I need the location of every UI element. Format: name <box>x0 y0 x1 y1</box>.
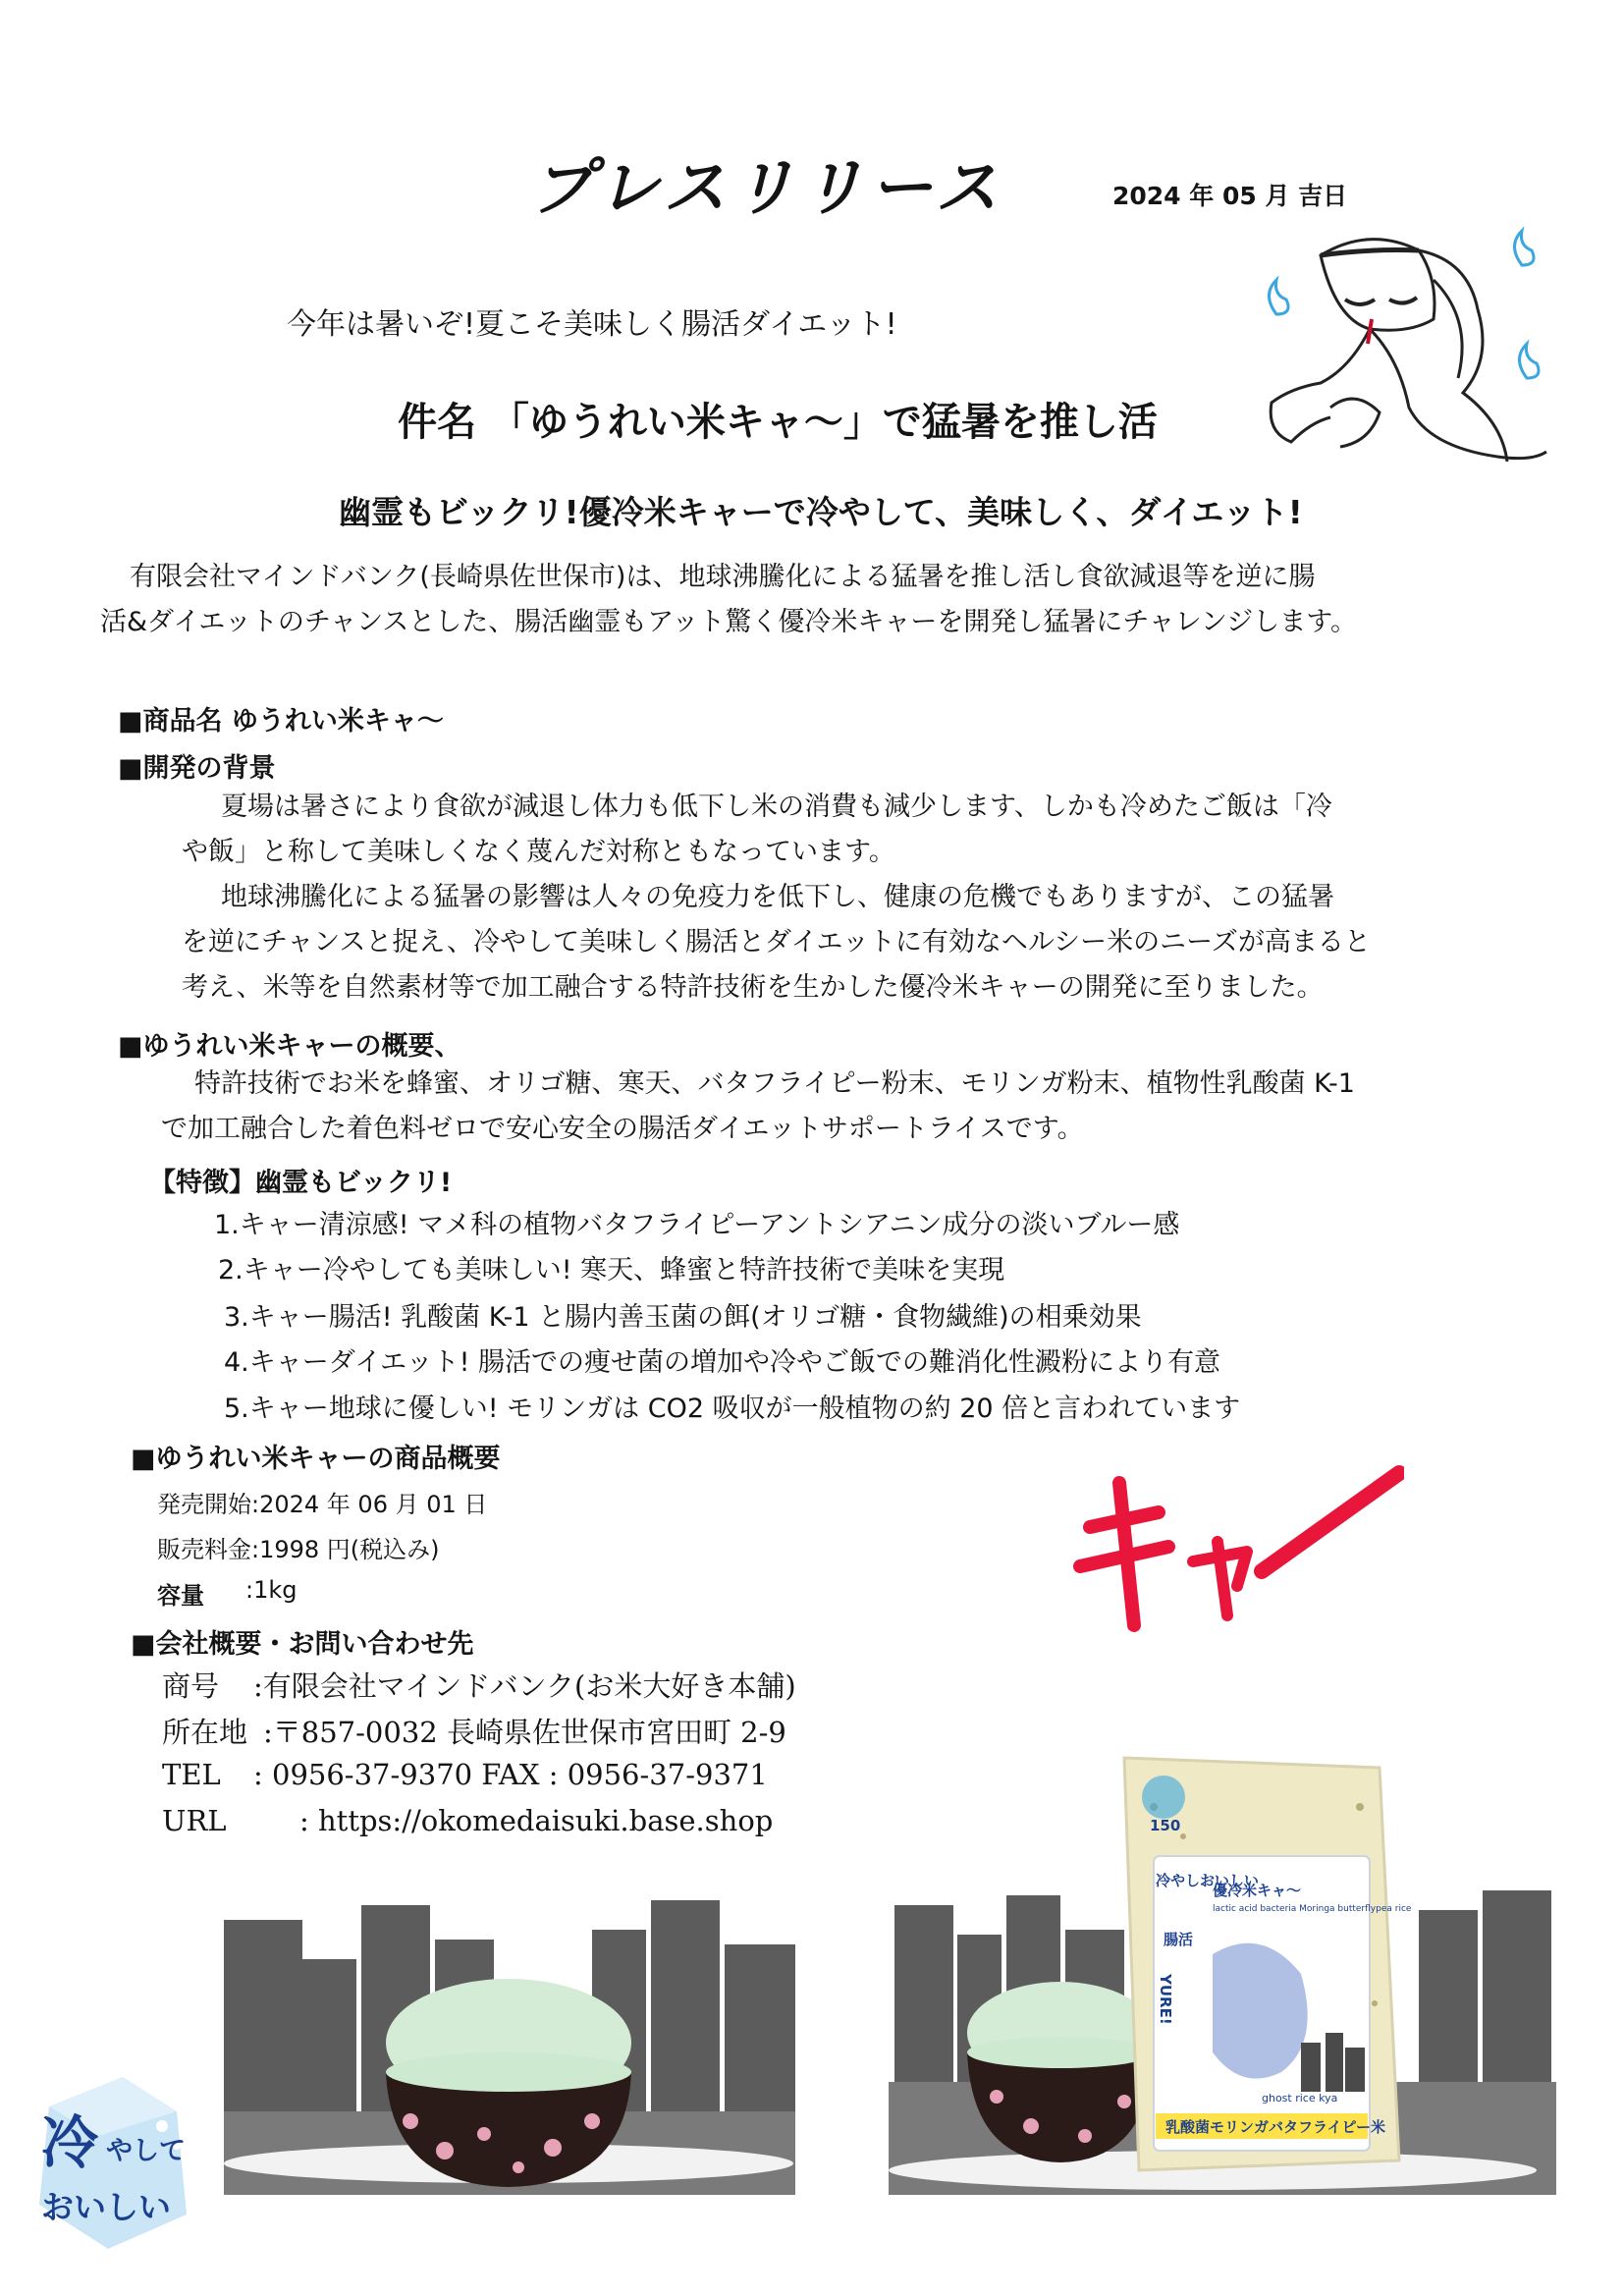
page-title: プレスリリース <box>530 152 1004 225</box>
feature-item: 2.キャー冷やしても美味しい! 寒天、蜂蜜と特許技術で美味を実現 <box>218 1255 1005 1285</box>
release-info: 発売開始:2024 年 06 月 01 日 <box>157 1491 488 1518</box>
release-date: 2024 年 05 月 吉日 <box>1112 182 1348 210</box>
product-name-heading: ■商品名 ゆうれい米キャ～ <box>118 706 444 737</box>
company-address-label: 所在地 <box>162 1716 248 1749</box>
kyaa-shout-graphic <box>1065 1453 1404 1635</box>
overview-heading: ■ゆうれい米キャーの概要、 <box>118 1031 461 1062</box>
features-heading: 【特徴】幽霊もビックリ! <box>149 1168 453 1198</box>
package-caption-ghost: ghost rice kya <box>1262 2092 1338 2105</box>
background-line: 地球沸騰化による猛暑の影響は人々の免疫力を低下し、健康の危機でもありますが、この猛暑 <box>221 882 1334 912</box>
company-url-link[interactable]: : https://okomedaisuki.base.shop <box>299 1804 774 1837</box>
company-url-label: URL <box>162 1804 227 1837</box>
badge-cold-kanji: 冷 <box>41 2109 99 2176</box>
tagline: 今年は暑いぞ!夏こそ美味しく腸活ダイエット! <box>287 307 897 342</box>
sub-headline: 幽霊もビックリ!優冷米キャーで冷やして、美味しく、ダイエット! <box>339 493 1303 531</box>
package-title: 優冷米キャ～ <box>1213 1882 1302 1899</box>
package-vertical-title: YURE! <box>1157 1974 1174 2025</box>
badge-text-yashite: やして <box>106 2136 186 2166</box>
overview-line: で加工融合した着色料ゼロで安心安全の腸活ダイエットサポートライスです。 <box>161 1114 1084 1144</box>
feature-item: 3.キャー腸活! 乳酸菌 K-1 と腸内善玉菌の餌(オリゴ糖・食物繊維)の相乗効果 <box>224 1302 1142 1333</box>
feature-item: 1.キャー清涼感! マメ科の植物バタフライピーアントシアニン成分の淡いブルー感 <box>214 1210 1180 1240</box>
feature-item: 5.キャー地球に優しい! モリンガは CO2 吸収が一般植物の約 20 倍と言われています <box>224 1394 1241 1424</box>
capacity-value: :1kg <box>245 1576 298 1604</box>
overview-line: 特許技術でお米を蜂蜜、オリゴ糖、寒天、バタフライピー粉末、モリンガ粉末、植物性乳酸菌 K-1 <box>194 1068 1355 1099</box>
company-tel-value: : 0956-37-9370 FAX : 0956-37-9371 <box>253 1758 768 1791</box>
rice-bowl-photo <box>224 1900 795 2195</box>
package-badge-number: 150 <box>1150 1817 1181 1834</box>
package-badge-cold: 冷やしおいしい <box>1156 1872 1260 1889</box>
package-bottom-label: 乳酸菌モリンガバタフライピー米 <box>1165 2118 1385 2136</box>
feature-item: 4.キャーダイエット! 腸活での痩せ菌の増加や冷やご飯での難消化性澱粉により有意 <box>224 1347 1221 1378</box>
capacity-label: 容量 <box>157 1582 204 1610</box>
product-info-heading: ■ゆうれい米キャーの商品概要 <box>131 1444 501 1474</box>
background-heading: ■開発の背景 <box>118 753 276 784</box>
company-address-value: :〒857-0032 長崎県佐世保市宮田町 2-9 <box>263 1716 786 1749</box>
background-line: を逆にチャンスと捉え、冷やして美味しく腸活とダイエットに有効なヘルシー米のニーズが高まると <box>182 927 1371 957</box>
subject-headline: 件名 「ゆうれい米キャ～」で猛暑を推し活 <box>398 400 1158 445</box>
company-name-label: 商号 <box>162 1669 220 1703</box>
shout-text <box>1105 1629 1106 1631</box>
company-name-value: :有限会社マインドバンク(お米大好き本舗) <box>253 1669 796 1703</box>
company-heading: ■会社概要・お問い合わせ先 <box>131 1629 474 1660</box>
package-side-label: 腸活 <box>1164 1931 1194 1948</box>
badge-text-oishii: おいしい <box>41 2188 171 2226</box>
ghost-illustration <box>1262 221 1556 476</box>
company-tel-label: TEL <box>162 1758 221 1791</box>
intro-line: 有限会社マインドバンク(長崎県佐世保市)は、地球沸騰化による猛暑を推し活し食欲減退等を逆に腸 <box>130 562 1316 592</box>
background-line: 夏場は暑さにより食欲が減退し体力も低下し米の消費も減少します、しかも冷めたご飯は「冷 <box>221 792 1332 822</box>
background-line: や飯」と称して美味しくなく蔑んだ対称ともなっています。 <box>182 837 895 867</box>
price-info: 販売料金:1998 円(税込み) <box>157 1536 440 1563</box>
intro-line: 活&ダイエットのチャンスとした、腸活幽霊もアット驚く優冷米キャーを開発し猛暑にチャレンジします。 <box>100 607 1358 637</box>
product-package-photo <box>889 1748 1556 2195</box>
background-line: 考え、米等を自然素材等で加工融合する特許技術を生かした優冷米キャーの開発に至りました。 <box>182 972 1324 1003</box>
package-caption-en: lactic acid bacteria Moringa butterflypea rice <box>1213 1904 1412 1914</box>
